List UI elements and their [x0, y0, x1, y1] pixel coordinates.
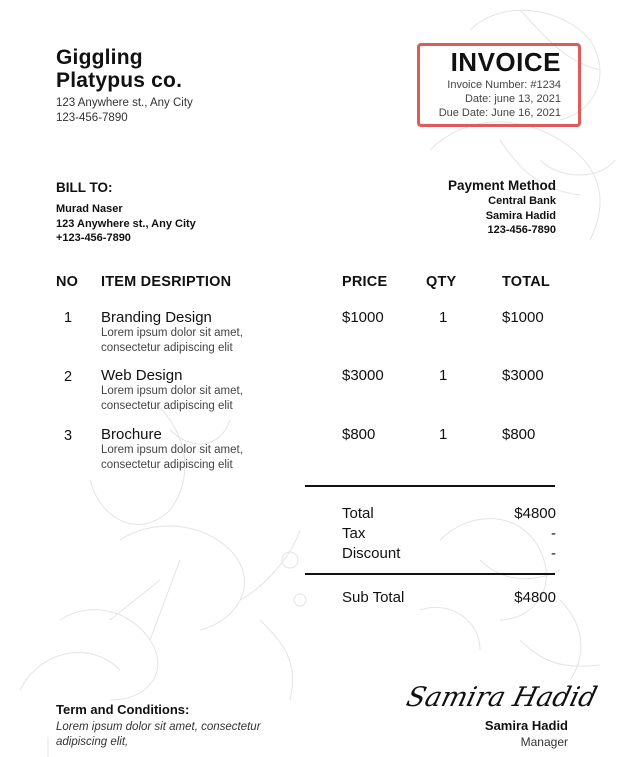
row-1-name: Branding Design — [101, 309, 212, 326]
payment-holder: Samira Hadid — [485, 210, 556, 222]
row-3-name: Brochure — [101, 426, 162, 443]
summary-bottom-divider — [305, 573, 555, 575]
row-3-qty: 1 — [439, 426, 448, 443]
signer-name: Samira Hadid — [484, 718, 568, 733]
header-item: ITEM DESRIPTION — [101, 274, 232, 290]
row-2-total: $3000 — [502, 367, 544, 384]
header-total: TOTAL — [502, 274, 550, 290]
company-address: 123 Anywhere st., Any City — [56, 97, 193, 109]
total-label: Total — [342, 505, 374, 522]
bill-to-address: 123 Anywhere st., Any City — [56, 218, 196, 230]
tax-value: - — [551, 525, 556, 542]
row-3-no: 3 — [64, 428, 73, 444]
total-value: $4800 — [514, 505, 556, 522]
row-3-desc: Lorem ipsum dolor sit amet, consectetur adipiscing elit — [101, 444, 243, 471]
row-1-desc: Lorem ipsum dolor sit amet, consectetur adipiscing elit — [101, 327, 243, 354]
invoice-date: Date: june 13, 2021 — [464, 93, 561, 105]
company-phone: 123-456-7890 — [56, 112, 128, 124]
discount-value: - — [551, 545, 556, 562]
terms-title: Term and Conditions: — [56, 702, 190, 717]
signer-role: Manager — [520, 735, 568, 749]
company-name-line2: Platypus co. — [56, 69, 183, 92]
row-1-price: $1000 — [342, 309, 384, 326]
subtotal-value: $4800 — [514, 589, 556, 606]
signature-script — [403, 670, 601, 718]
terms-text: Lorem ipsum dolor sit amet, consectetur adipiscing elit, — [56, 721, 261, 748]
payment-method-title: Payment Method — [447, 178, 556, 193]
company-name-line1: Giggling — [56, 46, 143, 69]
row-1-no: 1 — [64, 310, 73, 326]
invoice-title: INVOICE — [450, 47, 561, 77]
row-3-price: $800 — [342, 426, 376, 443]
bill-to-title: BILL TO: — [56, 180, 113, 195]
payment-account: 123-456-7890 — [487, 224, 556, 236]
header-no: NO — [56, 274, 79, 290]
header-price: PRICE — [342, 274, 388, 290]
signature-script-text: Samira Hadid — [403, 682, 601, 713]
company-name — [56, 46, 182, 92]
row-2-desc: Lorem ipsum dolor sit amet, consectetur adipiscing elit — [101, 385, 243, 412]
bill-to-phone: +123-456-7890 — [56, 232, 131, 244]
payment-bank: Central Bank — [488, 195, 556, 207]
row-3-total: $800 — [502, 426, 536, 443]
header-qty: QTY — [426, 274, 457, 290]
row-1-qty: 1 — [439, 309, 448, 326]
row-1-total: $1000 — [502, 309, 544, 326]
discount-label: Discount — [342, 545, 401, 562]
summary-top-divider — [305, 485, 555, 487]
invoice-due-date: Due Date: June 16, 2021 — [438, 107, 561, 119]
bill-to-name: Murad Naser — [56, 203, 123, 215]
row-2-qty: 1 — [439, 367, 448, 384]
row-2-no: 2 — [64, 369, 73, 385]
subtotal-label: Sub Total — [342, 589, 405, 606]
row-2-name: Web Design — [101, 367, 183, 384]
tax-label: Tax — [342, 525, 366, 542]
invoice-number: Invoice Number: #1234 — [447, 79, 561, 91]
row-2-price: $3000 — [342, 367, 384, 384]
